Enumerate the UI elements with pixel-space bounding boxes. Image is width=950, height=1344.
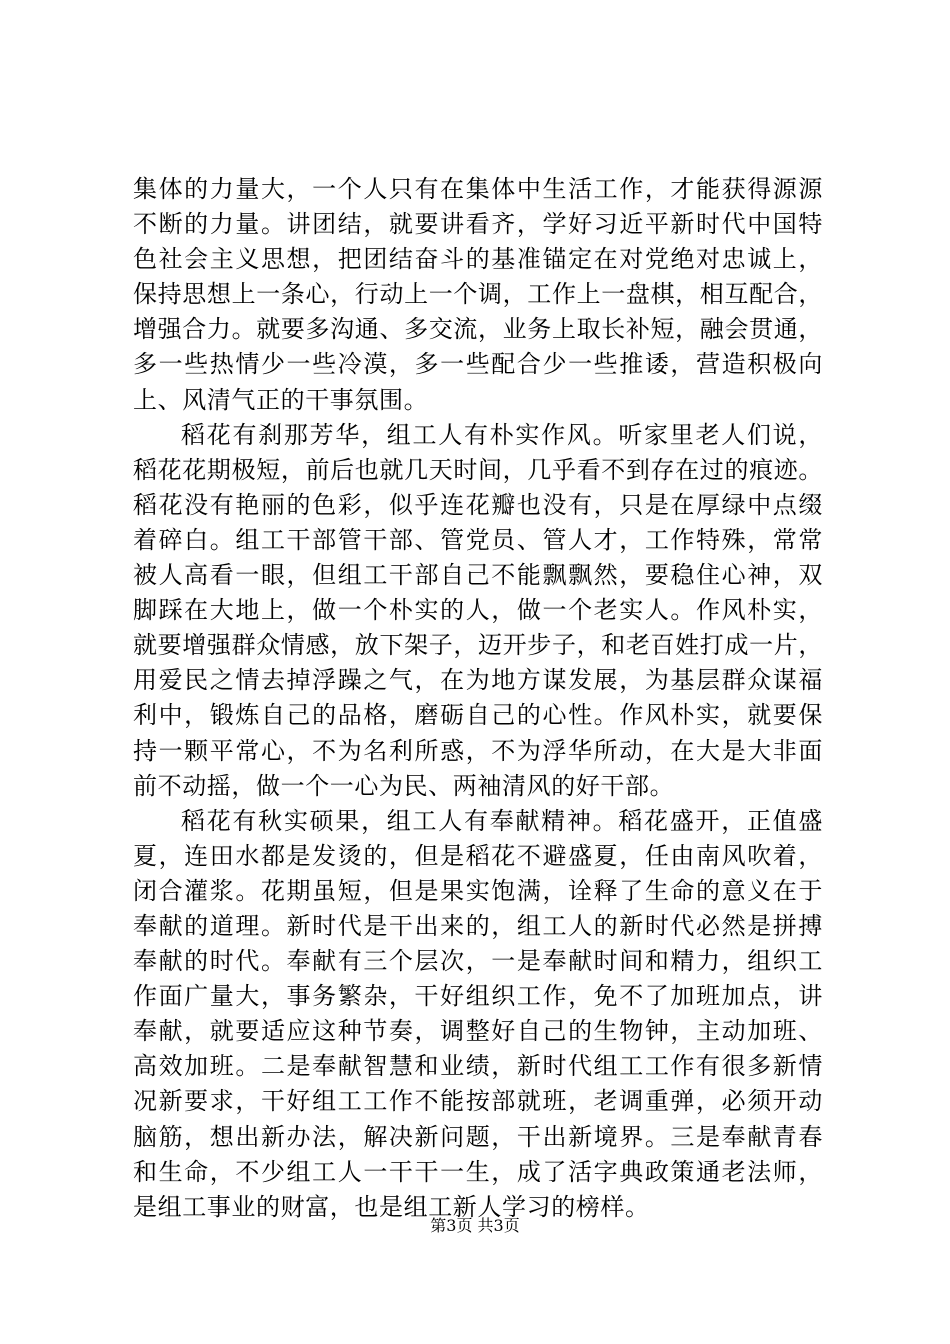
paragraph-first-line: 稻花有秋实硕果，组工人有奉献精神。稻花盛开，正值盛 xyxy=(181,806,823,835)
text-line: 持一颗平常心，不为名利所惑，不为浮华所动，在大是大非面 xyxy=(133,736,823,765)
text-line: 利中，锻炼自己的品格，磨砺自己的心性。作风朴实，就要保 xyxy=(133,701,823,730)
text-line: 用爱民之情去掉浮躁之气，在为地方谋发展，为基层群众谋福 xyxy=(133,666,823,695)
text-line: 被人高看一眼，但组工干部自己不能飘飘然，要稳住心神，双 xyxy=(133,561,823,590)
text-line: 上、风清气正的干事氛围。 xyxy=(133,385,429,414)
text-line: 稻花花期极短，前后也就几天时间，几乎看不到存在过的痕迹。 xyxy=(133,455,823,484)
text-line: 着碎白。组工干部管干部、管党员、管人才，工作特殊，常常 xyxy=(133,525,823,554)
text-line: 奉献的时代。奉献有三个层次，一是奉献时间和精力，组织工 xyxy=(133,947,823,976)
text-line: 奉献的道理。新时代是干出来的，组工人的新时代必然是拼搏 xyxy=(133,911,823,940)
text-line: 夏，连田水都是发烫的，但是稻花不避盛夏，任由南风吹着， xyxy=(133,841,823,870)
text-line: 况新要求，干好组工工作不能按部就班，老调重弹，必须开动 xyxy=(133,1087,823,1116)
paragraph-first-line: 稻花有刹那芳华，组工人有朴实作风。听家里老人们说， xyxy=(181,420,823,449)
text-line: 就要增强群众情感，放下架子，迈开步子，和老百姓打成一片， xyxy=(133,631,823,660)
page-number: 第3页 共3页 xyxy=(430,1216,520,1235)
text-line: 集体的力量大，一个人只有在集体中生活工作，才能获得源源 xyxy=(133,175,823,203)
text-line: 增强合力。就要多沟通、多交流，业务上取长补短，融会贯通， xyxy=(133,315,823,344)
text-line: 作面广量大，事务繁杂，干好组织工作，免不了加班加点，讲 xyxy=(133,982,823,1011)
text-line: 闭合灌浆。花期虽短，但是果实饱满，诠释了生命的意义在于 xyxy=(133,876,823,905)
text-line: 和生命，不少组工人一干干一生，成了活字典政策通老法师， xyxy=(133,1157,823,1186)
page-footer xyxy=(0,1215,950,1237)
text-line: 奉献，就要适应这种节奏，调整好自己的生物钟，主动加班、 xyxy=(133,1017,823,1046)
text-line: 稻花没有艳丽的色彩，似乎连花瓣也没有，只是在厚绿中点缀 xyxy=(133,490,823,519)
text-line: 脚踩在大地上，做一个朴实的人，做一个老实人。作风朴实， xyxy=(133,596,823,625)
text-line: 不断的力量。讲团结，就要讲看齐，学好习近平新时代中国特 xyxy=(133,210,823,239)
body-text xyxy=(133,172,823,1225)
text-line: 多一些热情少一些冷漠，多一些配合少一些推诿，营造积极向 xyxy=(133,350,823,379)
text-line: 是组工事业的财富，也是组工新人学习的榜样。 xyxy=(133,1192,650,1221)
text-line: 脑筋，想出新办法，解决新问题，干出新境界。三是奉献青春 xyxy=(133,1122,823,1151)
text-line: 高效加班。二是奉献智慧和业绩，新时代组工工作有很多新情 xyxy=(133,1052,823,1081)
text-line: 色社会主义思想，把团结奋斗的基准锚定在对党绝对忠诚上， xyxy=(133,245,823,274)
text-line: 保持思想上一条心，行动上一个调，工作上一盘棋，相互配合， xyxy=(133,280,823,309)
text-line: 前不动摇，做一个一心为民、两袖清风的好干部。 xyxy=(133,771,675,800)
